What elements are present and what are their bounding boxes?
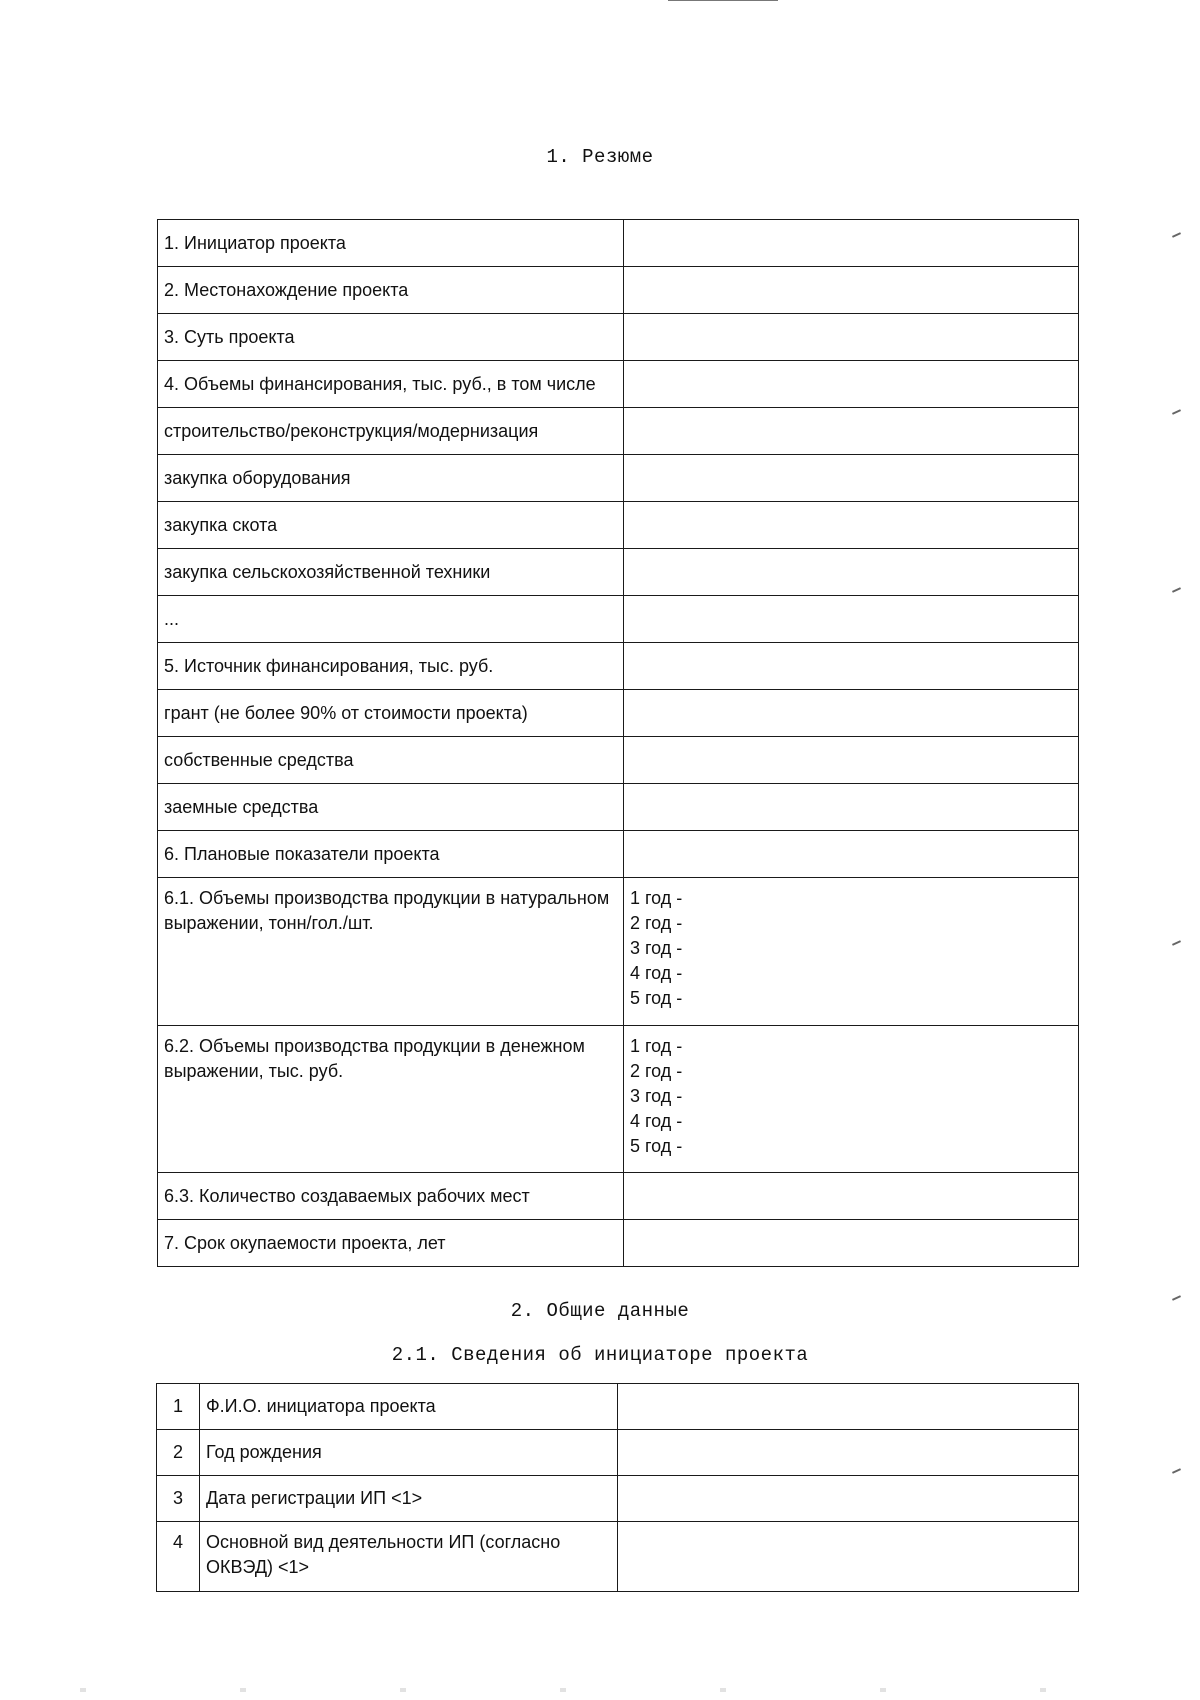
initiator-info-heading: 2.1. Сведения об инициаторе проекта xyxy=(391,1344,809,1366)
initiator-row-registration-date xyxy=(157,1476,1079,1522)
resume-row-label: закупка сельскохозяйственной техники xyxy=(158,549,624,596)
resume-row-value[interactable] xyxy=(624,596,1079,643)
scan-mark xyxy=(1172,587,1181,593)
resume-row-equipment xyxy=(158,455,1079,502)
scan-mark xyxy=(1172,940,1181,946)
resume-row-planned-indicators xyxy=(158,831,1079,878)
resume-row-value[interactable] xyxy=(624,220,1079,267)
resume-row-label: строительство/реконструкция/модернизация xyxy=(158,408,624,455)
initiator-row-label: Год рождения xyxy=(200,1430,618,1476)
resume-row-label: закупка оборудования xyxy=(158,455,624,502)
initiator-row-value[interactable] xyxy=(618,1522,1079,1592)
initiator-row-label: Дата регистрации ИП <1> xyxy=(200,1476,618,1522)
resume-row-financing-source xyxy=(158,643,1079,690)
year-entry: 2 год - xyxy=(630,1061,683,1081)
resume-row-label: 6. Плановые показатели проекта xyxy=(158,831,624,878)
resume-row-value[interactable] xyxy=(624,784,1079,831)
initiator-row-main-activity xyxy=(157,1522,1079,1592)
initiator-row-number: 2 xyxy=(157,1430,200,1476)
resume-row-label: заемные средства xyxy=(158,784,624,831)
initiator-row-name xyxy=(157,1384,1079,1430)
year-entry: 5 год - xyxy=(630,988,683,1008)
scan-mark xyxy=(1172,232,1181,238)
initiator-row-value[interactable] xyxy=(618,1476,1079,1522)
resume-row-value[interactable] xyxy=(624,549,1079,596)
resume-row-value[interactable] xyxy=(624,314,1079,361)
resume-row-construction xyxy=(158,408,1079,455)
scan-noise xyxy=(0,1688,1200,1692)
resume-row-label: 4. Объемы финансирования, тыс. руб., в том числе xyxy=(158,361,624,408)
resume-row-label: закупка скота xyxy=(158,502,624,549)
initiator-row-number: 1 xyxy=(157,1384,200,1430)
resume-row-essence xyxy=(158,314,1079,361)
resume-row-value[interactable] xyxy=(624,502,1079,549)
resume-row-label: 6.3. Количество создаваемых рабочих мест xyxy=(158,1173,624,1220)
scan-top-rule xyxy=(668,0,778,1)
resume-row-own-funds xyxy=(158,737,1079,784)
resume-row-label: 3. Суть проекта xyxy=(158,314,624,361)
resume-row-label: 7. Срок окупаемости проекта, лет xyxy=(158,1220,624,1267)
resume-row-value[interactable] xyxy=(624,267,1079,314)
resume-row-ellipsis xyxy=(158,596,1079,643)
resume-row-payback xyxy=(158,1220,1079,1267)
year-entry: 1 год - xyxy=(630,888,683,908)
initiator-row-value[interactable] xyxy=(618,1430,1079,1476)
year-entry: 2 год - xyxy=(630,913,683,933)
scan-mark xyxy=(1172,409,1181,415)
resume-row-label: 5. Источник финансирования, тыс. руб. xyxy=(158,643,624,690)
year-entry: 3 год - xyxy=(630,938,683,958)
resume-row-label: 2. Местонахождение проекта xyxy=(158,267,624,314)
resume-heading: 1. Резюме xyxy=(546,146,654,168)
year-entry: 3 год - xyxy=(630,1086,683,1106)
initiator-row-birth-year xyxy=(157,1430,1079,1476)
resume-row-value[interactable] xyxy=(624,408,1079,455)
initiator-row-label: Основной вид деятельности ИП (согласно ОКВЭД) <1> xyxy=(200,1522,618,1592)
year-entry: 4 год - xyxy=(630,963,683,983)
resume-row-value[interactable] xyxy=(624,831,1079,878)
resume-row-livestock xyxy=(158,502,1079,549)
resume-row-label: 6.1. Объемы производства продукции в натуральном выражении, тонн/гол./шт. xyxy=(158,878,624,1026)
resume-row-financing-volume xyxy=(158,361,1079,408)
general-data-heading: 2. Общие данные xyxy=(510,1300,690,1322)
resume-row-borrowed-funds xyxy=(158,784,1079,831)
resume-row-label: грант (не более 90% от стоимости проекта) xyxy=(158,690,624,737)
resume-row-value[interactable] xyxy=(624,455,1079,502)
resume-row-years[interactable] xyxy=(624,1026,1079,1173)
initiator-row-value[interactable] xyxy=(618,1384,1079,1430)
resume-row-label: ... xyxy=(158,596,624,643)
initiator-table xyxy=(156,1383,1079,1592)
year-entry: 1 год - xyxy=(630,1036,683,1056)
resume-row-years[interactable] xyxy=(624,878,1079,1026)
resume-table xyxy=(157,219,1079,1267)
initiator-row-label: Ф.И.О. инициатора проекта xyxy=(200,1384,618,1430)
resume-row-grant xyxy=(158,690,1079,737)
resume-row-value[interactable] xyxy=(624,1220,1079,1267)
initiator-row-number: 3 xyxy=(157,1476,200,1522)
resume-row-value[interactable] xyxy=(624,1173,1079,1220)
resume-row-value[interactable] xyxy=(624,737,1079,784)
resume-row-value[interactable] xyxy=(624,361,1079,408)
initiator-row-number: 4 xyxy=(157,1522,200,1592)
resume-row-value[interactable] xyxy=(624,690,1079,737)
year-entry: 5 год - xyxy=(630,1136,683,1156)
scan-mark xyxy=(1172,1468,1181,1474)
resume-row-value[interactable] xyxy=(624,643,1079,690)
resume-row-production-monetary xyxy=(158,1026,1079,1173)
year-entry: 4 год - xyxy=(630,1111,683,1131)
resume-row-label: 1. Инициатор проекта xyxy=(158,220,624,267)
resume-row-machinery xyxy=(158,549,1079,596)
resume-row-label: 6.2. Объемы производства продукции в денежном выражении, тыс. руб. xyxy=(158,1026,624,1173)
resume-row-production-natural xyxy=(158,878,1079,1026)
resume-row-location xyxy=(158,267,1079,314)
resume-row-jobs xyxy=(158,1173,1079,1220)
resume-row-label: собственные средства xyxy=(158,737,624,784)
resume-row-initiator xyxy=(158,220,1079,267)
